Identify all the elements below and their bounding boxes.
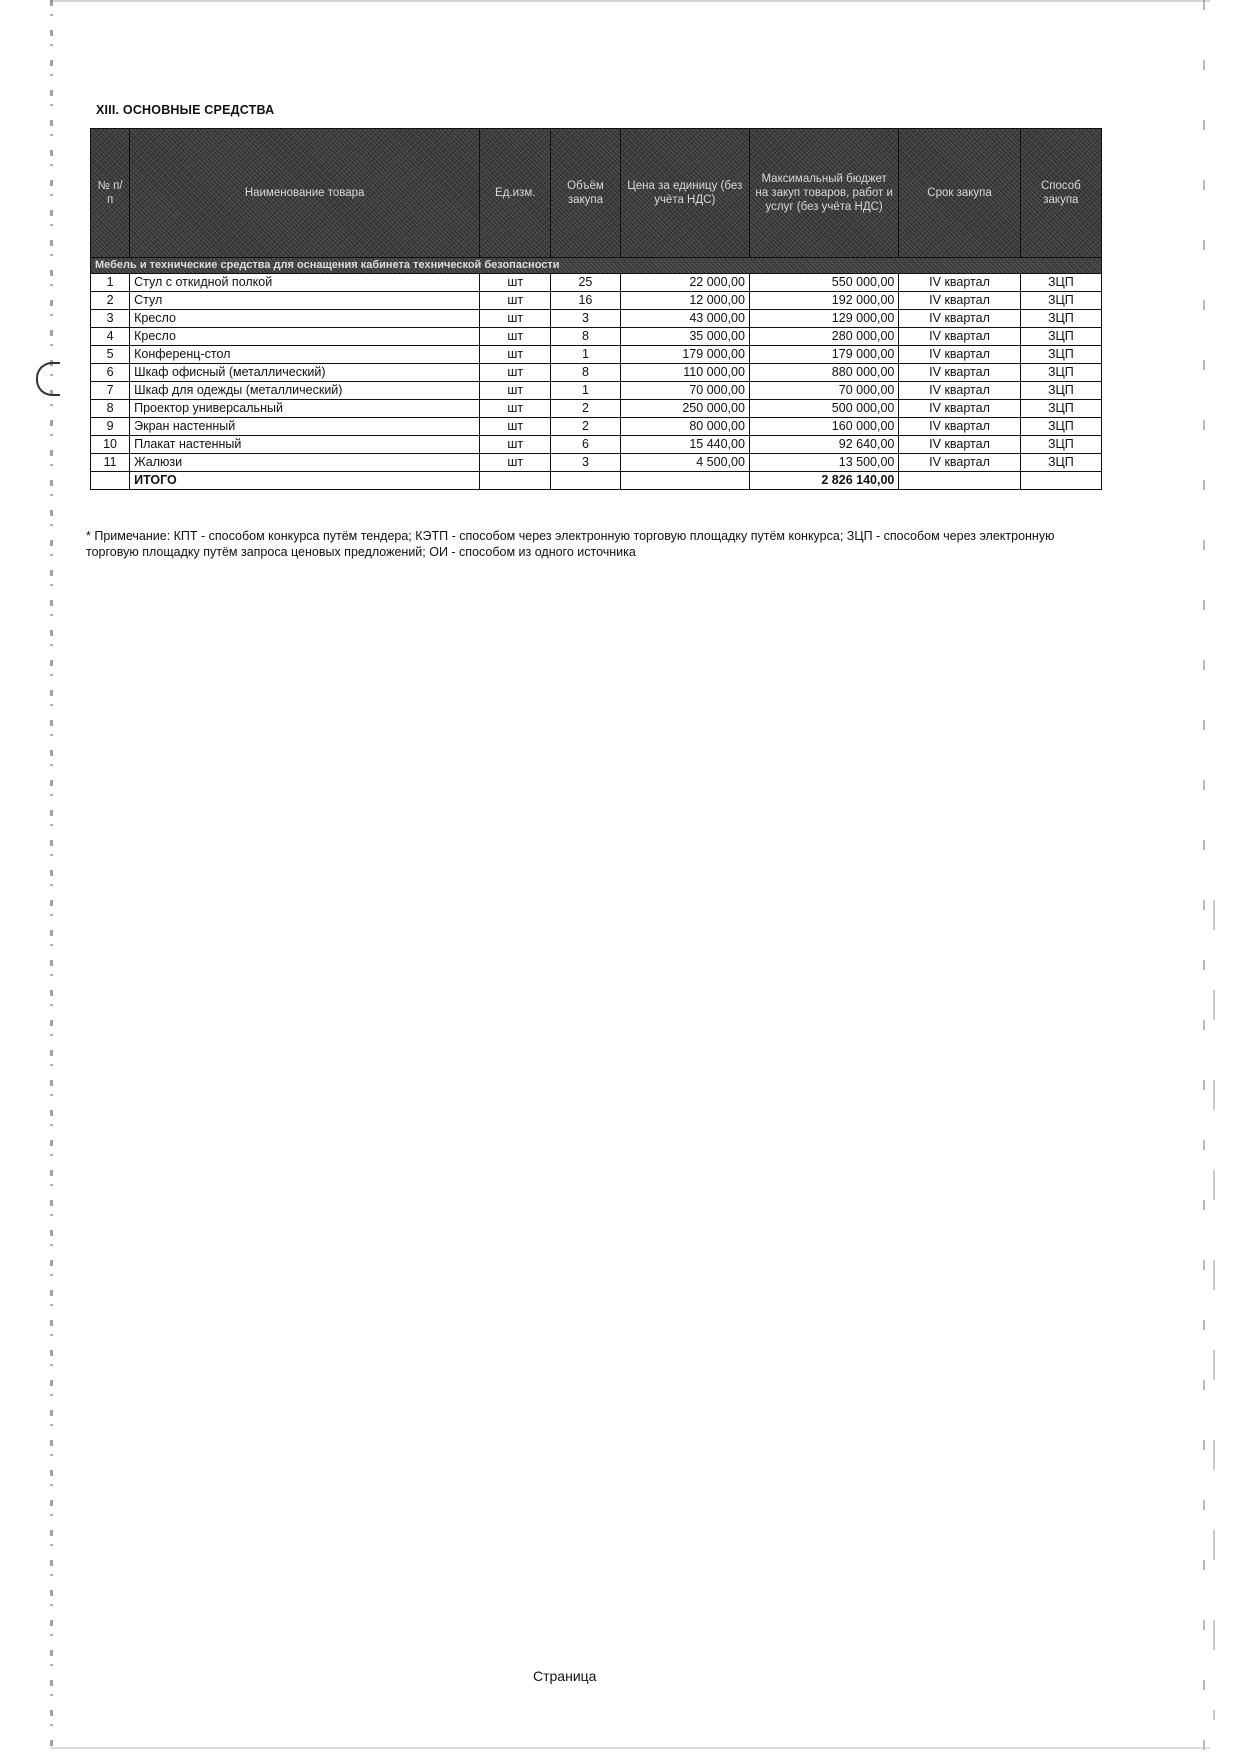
cell-quantity: 8: [551, 328, 620, 346]
cell-number: 3: [91, 310, 130, 328]
cell-method: ЗЦП: [1020, 382, 1101, 400]
cell-budget: 179 000,00: [749, 346, 898, 364]
cell-number: 6: [91, 364, 130, 382]
cell-price: 80 000,00: [620, 418, 749, 436]
table-row: [91, 400, 1102, 418]
cell-price: 15 440,00: [620, 436, 749, 454]
cell-term: IV квартал: [899, 436, 1020, 454]
cell-method: ЗЦП: [1020, 346, 1101, 364]
cell-unit: шт: [480, 454, 551, 472]
cell-budget: 550 000,00: [749, 274, 898, 292]
table-row: [91, 436, 1102, 454]
cell-term: IV квартал: [899, 310, 1020, 328]
cell-number: 8: [91, 400, 130, 418]
cell-term: IV квартал: [899, 292, 1020, 310]
cell-number: 1: [91, 274, 130, 292]
cell-budget: 880 000,00: [749, 364, 898, 382]
cell-term: IV квартал: [899, 364, 1020, 382]
total-empty-method: [1020, 472, 1101, 490]
cell-method: ЗЦП: [1020, 310, 1101, 328]
cell-name: Конференц-стол: [130, 346, 480, 364]
header-unit: Ед.изм.: [480, 129, 551, 258]
footnote: * Примечание: КПТ - способом конкурса путём тендера; КЭТП - способом через электронную торговую площадку путём конкурса; ЗЦП - способом через электронную торговую площадку путём запроса ценовых предложений; ОИ - способом из одного источника: [86, 529, 1055, 559]
cell-budget: 92 640,00: [749, 436, 898, 454]
cell-name: Шкаф офисный (металлический): [130, 364, 480, 382]
cell-price: 70 000,00: [620, 382, 749, 400]
table-row: [91, 418, 1102, 436]
header-price: Цена за единицу (без учёта НДС): [620, 129, 749, 258]
cell-number: 5: [91, 346, 130, 364]
cell-term: IV квартал: [899, 274, 1020, 292]
cell-unit: шт: [480, 274, 551, 292]
total-empty-unit: [480, 472, 551, 490]
table-row: [91, 454, 1102, 472]
cell-name: Кресло: [130, 310, 480, 328]
cell-number: 7: [91, 382, 130, 400]
section-title: XIII. ОСНОВНЫЕ СРЕДСТВА: [96, 103, 275, 117]
cell-term: IV квартал: [899, 454, 1020, 472]
table-row: [91, 382, 1102, 400]
cell-unit: шт: [480, 400, 551, 418]
cell-term: IV квартал: [899, 346, 1020, 364]
cell-term: IV квартал: [899, 382, 1020, 400]
cell-number: 2: [91, 292, 130, 310]
cell-method: ЗЦП: [1020, 418, 1101, 436]
cell-quantity: 25: [551, 274, 620, 292]
cell-method: ЗЦП: [1020, 292, 1101, 310]
cell-price: 179 000,00: [620, 346, 749, 364]
cell-number: 11: [91, 454, 130, 472]
cell-quantity: 1: [551, 382, 620, 400]
cell-number: 4: [91, 328, 130, 346]
total-empty-price: [620, 472, 749, 490]
cell-name: Стул: [130, 292, 480, 310]
group-label: Мебель и технические средства для оснащения кабинета технической безопасности: [91, 258, 1102, 274]
cell-unit: шт: [480, 436, 551, 454]
cell-quantity: 1: [551, 346, 620, 364]
table-row: [91, 292, 1102, 310]
page-footer: Страница: [533, 1668, 597, 1684]
cell-unit: шт: [480, 346, 551, 364]
cell-price: 250 000,00: [620, 400, 749, 418]
cell-method: ЗЦП: [1020, 328, 1101, 346]
cell-name: Проектор универсальный: [130, 400, 480, 418]
cell-method: ЗЦП: [1020, 454, 1101, 472]
total-empty-term: [899, 472, 1020, 490]
cell-method: ЗЦП: [1020, 274, 1101, 292]
cell-budget: 500 000,00: [749, 400, 898, 418]
cell-term: IV квартал: [899, 400, 1020, 418]
cell-quantity: 8: [551, 364, 620, 382]
cell-budget: 70 000,00: [749, 382, 898, 400]
header-number: № п/п: [91, 129, 130, 258]
cell-unit: шт: [480, 418, 551, 436]
fixed-assets-table: [90, 128, 1102, 490]
cell-quantity: 3: [551, 454, 620, 472]
table-group-row: [91, 258, 1102, 274]
cell-budget: 280 000,00: [749, 328, 898, 346]
cell-method: ЗЦП: [1020, 364, 1101, 382]
page-right-edge: [1203, 0, 1205, 1754]
cell-price: 35 000,00: [620, 328, 749, 346]
cell-quantity: 6: [551, 436, 620, 454]
page-bottom-edge: [50, 1747, 1210, 1749]
cell-quantity: 16: [551, 292, 620, 310]
cell-number: 10: [91, 436, 130, 454]
header-method: Способ закупа: [1020, 129, 1101, 258]
table-row: [91, 328, 1102, 346]
cell-price: 4 500,00: [620, 454, 749, 472]
table-row: [91, 274, 1102, 292]
total-label: ИТОГО: [130, 472, 480, 490]
table-row: [91, 346, 1102, 364]
cell-unit: шт: [480, 364, 551, 382]
cell-budget: 192 000,00: [749, 292, 898, 310]
cell-price: 12 000,00: [620, 292, 749, 310]
cell-name: Экран настенный: [130, 418, 480, 436]
total-sum: 2 826 140,00: [749, 472, 898, 490]
page-top-edge: [50, 0, 1210, 2]
cell-price: 110 000,00: [620, 364, 749, 382]
cell-unit: шт: [480, 292, 551, 310]
cell-name: Стул с откидной полкой: [130, 274, 480, 292]
header-quantity: Объём закупа: [551, 129, 620, 258]
page-right-edge-secondary: [1213, 900, 1215, 1720]
cell-name: Шкаф для одежды (металлический): [130, 382, 480, 400]
cell-unit: шт: [480, 382, 551, 400]
table-row: [91, 310, 1102, 328]
cell-budget: 160 000,00: [749, 418, 898, 436]
total-empty-number: [91, 472, 130, 490]
cell-method: ЗЦП: [1020, 400, 1101, 418]
cell-number: 9: [91, 418, 130, 436]
cell-unit: шт: [480, 328, 551, 346]
total-empty-quantity: [551, 472, 620, 490]
cell-quantity: 3: [551, 310, 620, 328]
cell-quantity: 2: [551, 418, 620, 436]
cell-name: Плакат настенный: [130, 436, 480, 454]
cell-budget: 129 000,00: [749, 310, 898, 328]
cell-budget: 13 500,00: [749, 454, 898, 472]
cell-unit: шт: [480, 310, 551, 328]
header-name: Наименование товара: [130, 129, 480, 258]
table-header-row: [91, 129, 1102, 258]
cell-term: IV квартал: [899, 418, 1020, 436]
cell-name: Кресло: [130, 328, 480, 346]
page-left-edge: [50, 0, 53, 1754]
table-row: [91, 364, 1102, 382]
header-term: Срок закупа: [899, 129, 1020, 258]
cell-price: 43 000,00: [620, 310, 749, 328]
cell-method: ЗЦП: [1020, 436, 1101, 454]
cell-name: Жалюзи: [130, 454, 480, 472]
cell-quantity: 2: [551, 400, 620, 418]
punch-hole-mark: [36, 362, 60, 396]
cell-term: IV квартал: [899, 328, 1020, 346]
header-budget: Максимальный бюджет на закуп товаров, работ и услуг (без учёта НДС): [749, 129, 898, 258]
cell-price: 22 000,00: [620, 274, 749, 292]
table-total-row: [91, 472, 1102, 490]
